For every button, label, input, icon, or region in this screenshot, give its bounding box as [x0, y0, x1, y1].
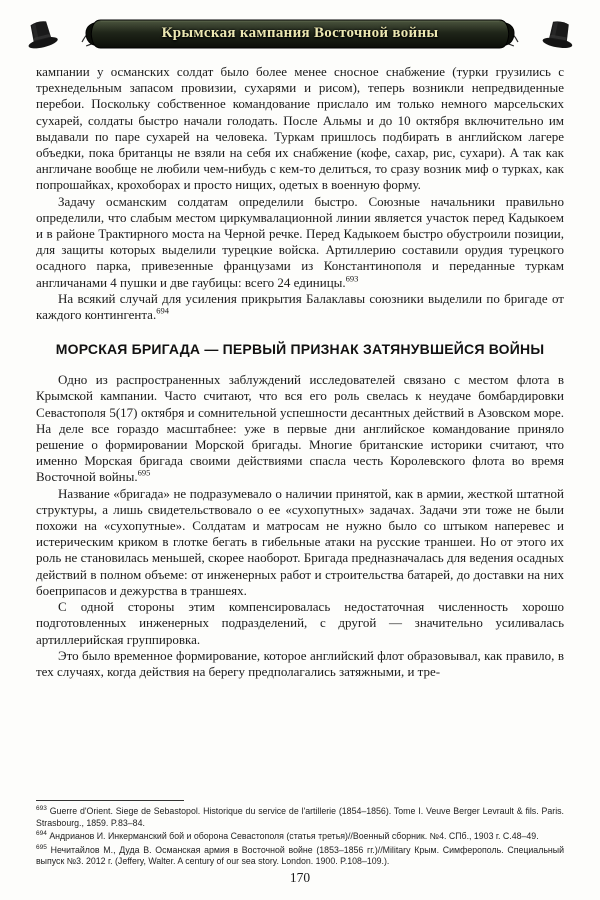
- footnote-number: 693: [36, 805, 47, 813]
- footnote-number: 694: [36, 830, 47, 838]
- section-heading: МОРСКАЯ БРИГАДА — ПЕРВЫЙ ПРИЗНАК ЗАТЯНУВШЕЙСЯ ВОЙНЫ: [55, 341, 545, 358]
- paragraph-text: кампании у османских солдат было более менее сносное снабжение (турки грузились с трехнедельным запасом провизии, сухарями и рисом), теперь возникли непредвиденные перебои. Поскольку собственное командование прислало им только немного марсельских сухарей, солдаты быстро начали голодать. После Альмы и до 10 октября включительно им выдавали по паре сухарей на человека. Туркам пришлось подбирать в английском лагере объедки, пока британцы не взяли на себя их снабжение (кофе, сахар, рис, сухари). А так как англичане вообще не любили чем-нибудь с кем-то делиться, то сразу возник миф о турках, как попрошайках, крохоборах и просто нищих, одетых в военную форму.: [36, 64, 564, 193]
- footnote: [36, 845, 564, 868]
- body-paragraph: [36, 194, 564, 291]
- footnote-number: 695: [36, 843, 47, 851]
- paragraph-text: Название «бригада» не подразумевало о наличии принятой, как в армии, жесткой штатной структуры, а лишь свидетельствовало о ее «сухопутных» задачах. Задачи эти тоже не были похожи на «сухопутные». Солдатам и матросам не нужно было со штыком наперевес и истерическим криком в глотке бегать в гибельные атаки на русские траншеи. Но от этого их роль не становилась меньшей, скорее наоборот. Бригада предназначалась для ведения осадных действий в полном объеме: от инженерных работ и строительства батарей, до доставки на них боеприпасов и дежурства в траншеях.: [36, 485, 564, 598]
- paragraph-text: На всякий случай для усиления прикрытия Балаклавы союзники выделили по бригаде от каждого контингента.: [36, 290, 564, 323]
- paragraph-text: Одно из распространенных заблуждений исследователей связано с местом флота в Крымской кампании. Часто считают, что вся его роль свелась к неудаче бомбардировки Севастополя 5(17) октября и сомнительной успешности десантных действий в Азовском море. На деле все гораздо масштабнее: уже в первые дни английское командование приняло решение о формировании Морской бригады. Многие британские историки считают, что именно Морская бригада своими действиями спасла честь Королевского флота во время Восточной войны.: [36, 372, 564, 485]
- paragraph-text: Это было временное формирование, которое английский флот образовывал, как правило, в тех случаях, когда действия на берегу предполагались затяжными, и тре-: [36, 647, 564, 679]
- footnote: [36, 831, 564, 843]
- paragraph-text: С одной стороны этим компенсировалась недостаточная численность хорошо подготовленных инженерных подразделений, с другой — значительно усиливалась артиллерийская группировка.: [36, 599, 564, 647]
- title-ribbon: [80, 12, 520, 56]
- footnote: [36, 806, 564, 829]
- body-paragraph: [36, 486, 564, 599]
- footnote-text: Guerre d'Orient. Siege de Sebastopol. Historique du service de l'artillerie (1854–1856). Tome I. Veuve Berger Levrault & fils. Paris. Strasbourg., 1859. P.83–84.: [36, 806, 564, 828]
- page-number: 170: [289, 870, 311, 885]
- body-paragraph: [36, 599, 564, 648]
- page-content: [36, 64, 564, 796]
- footnote-divider: [36, 800, 184, 801]
- footnote-ref: 693: [345, 273, 359, 284]
- paragraph-text: Задачу османским солдатам определили быстро. Союзные начальники правильно определили, что слабым местом циркумвалационной линии является участок перед Кадыкоем и в районе Трактирного моста на Черной речке. Перед Кадыкоем быстро обустроили позиции, для защиты которых выделили турецкие войска. Артиллерию составили орудия турецкого осадного парка, привезенные французами из Константинополя и переданные туркам англичанами 4 пушки и две гаубицы: всего 24 единицы.: [36, 193, 564, 290]
- footnote-ref: 695: [137, 468, 151, 479]
- top-hat-icon: [540, 16, 579, 51]
- top-hat-icon: [21, 15, 61, 52]
- chapter-banner: [0, 8, 600, 60]
- body-paragraph: [36, 372, 564, 485]
- chapter-title: Крымская кампания Восточной войны: [161, 24, 439, 41]
- footnote-text: Нечитайлов М., Дуда В. Османская армия в Восточной войне (1853–1856 гг.)//Military Крым. Симферополь. Специальный выпуск №3. 2012 г. (Jeffery, Walter. A century of our sea story. London. 1900. P.108–109.).: [36, 844, 564, 867]
- body-paragraph: [36, 291, 564, 323]
- body-paragraph: [36, 648, 564, 680]
- footnotes-section: [36, 800, 564, 870]
- footnote-text: Андрианов И. Инкерманский бой и оборона Севастополя (статья третья)//Военный сборник. №4. СПб., 1903 г. С.48–49.: [49, 831, 539, 842]
- body-paragraph: [36, 64, 564, 194]
- footnote-ref: 694: [156, 305, 169, 316]
